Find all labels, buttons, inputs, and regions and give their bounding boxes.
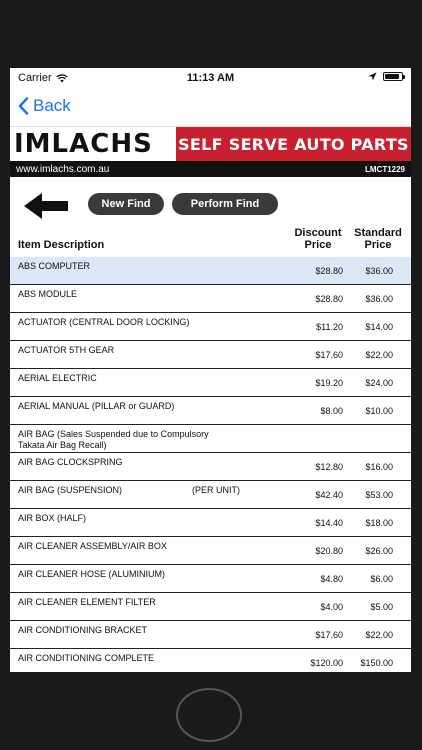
item-note: (PER UNIT) xyxy=(192,485,240,495)
perform-find-button[interactable]: Perform Find xyxy=(172,193,278,215)
standard-price: $5.00 xyxy=(370,602,393,612)
discount-price: $20.80 xyxy=(315,546,343,556)
item-name: AIR CLEANER ELEMENT FILTER xyxy=(18,597,156,607)
brand-banner xyxy=(10,126,411,179)
table-row[interactable] xyxy=(10,369,411,397)
app-screen xyxy=(10,68,411,672)
discount-price: $28.80 xyxy=(315,266,343,276)
header-standard-price: Standard Price xyxy=(354,227,402,251)
table-row[interactable] xyxy=(10,313,411,341)
standard-price: $53.00 xyxy=(365,490,393,500)
discount-price: $4.80 xyxy=(320,574,343,584)
standard-price: $26.00 xyxy=(365,546,393,556)
item-name: ABS MODULE xyxy=(18,289,78,299)
item-name: AERIAL MANUAL (PILLAR or GUARD) xyxy=(18,401,175,411)
item-name: AIR BOX (HALF) xyxy=(18,513,87,523)
standard-price: $6.00 xyxy=(370,574,393,584)
item-name: AERIAL ELECTRIC xyxy=(18,373,97,383)
header-item-description: Item Description xyxy=(18,239,105,251)
table-header xyxy=(10,219,411,257)
discount-price: $17.60 xyxy=(315,350,343,360)
discount-price: $19.20 xyxy=(315,378,343,388)
back-label: Back xyxy=(33,96,71,115)
table-row[interactable] xyxy=(10,593,411,621)
banner-url-row xyxy=(10,161,411,177)
item-name: AIR BAG CLOCKSPRING xyxy=(18,457,123,467)
battery-icon xyxy=(383,72,403,81)
parts-table xyxy=(10,257,411,672)
status-bar xyxy=(10,68,411,88)
brand-logo: IMLACHS xyxy=(10,127,176,161)
standard-price: $10.00 xyxy=(365,406,393,416)
discount-price: $28.80 xyxy=(315,294,343,304)
discount-price: $11.20 xyxy=(316,322,343,332)
brand-tagline: SELF SERVE AUTO PARTS xyxy=(176,127,411,161)
item-name: AIR CLEANER ASSEMBLY/AIR BOX xyxy=(18,541,167,551)
header-discount-price: Discount Price xyxy=(294,227,342,251)
discount-price: $8.00 xyxy=(320,406,343,416)
back-button[interactable] xyxy=(18,96,71,116)
standard-price: $150.00 xyxy=(360,658,393,668)
search-controls xyxy=(10,179,411,219)
status-right xyxy=(368,72,403,81)
table-row[interactable] xyxy=(10,453,411,481)
item-name: ACTUATOR 5TH GEAR xyxy=(18,345,115,355)
standard-price: $14.00 xyxy=(365,322,393,332)
website-url: www.imlachs.com.au xyxy=(16,163,110,175)
discount-price: $17.60 xyxy=(315,630,343,640)
carrier-label: Carrier xyxy=(18,72,52,84)
status-time: 11:13 AM xyxy=(186,72,235,84)
standard-price: $18.00 xyxy=(365,518,393,528)
banner-logo-row xyxy=(10,127,411,161)
location-arrow-icon xyxy=(368,72,377,81)
license-code: LMCT1229 xyxy=(364,164,405,174)
navigation-bar xyxy=(10,88,411,126)
item-name: AIR BAG (Sales Suspended due to Compulsory Takata Air Bag Recall) xyxy=(18,429,209,450)
table-row[interactable] xyxy=(10,397,411,425)
standard-price: $36.00 xyxy=(365,294,393,304)
standard-price: $24.00 xyxy=(365,378,393,388)
standard-price: $22.00 xyxy=(365,350,393,360)
new-find-button[interactable]: New Find xyxy=(88,193,164,215)
discount-price: $12.80 xyxy=(315,462,343,472)
table-row[interactable] xyxy=(10,425,411,453)
table-row[interactable] xyxy=(10,285,411,313)
arrow-left-icon[interactable] xyxy=(24,193,68,219)
table-row[interactable] xyxy=(10,481,411,509)
discount-price: $4.00 xyxy=(320,602,343,612)
table-row[interactable] xyxy=(10,565,411,593)
discount-price: $14.40 xyxy=(315,518,343,528)
discount-price: $42.40 xyxy=(315,490,343,500)
item-name: ACTUATOR (CENTRAL DOOR LOCKING) xyxy=(18,317,190,327)
discount-price: $120.00 xyxy=(310,658,343,668)
standard-price: $36.00 xyxy=(365,266,393,276)
standard-price: $16.00 xyxy=(365,462,393,472)
table-row[interactable] xyxy=(10,257,411,285)
item-name: ABS COMPUTER xyxy=(18,261,91,271)
chevron-left-icon xyxy=(18,97,29,115)
home-button[interactable] xyxy=(176,688,242,742)
table-row[interactable] xyxy=(10,537,411,565)
item-name: AIR CONDITIONING BRACKET xyxy=(18,625,148,635)
table-row[interactable] xyxy=(10,341,411,369)
table-row[interactable] xyxy=(10,649,411,672)
table-row[interactable] xyxy=(10,621,411,649)
item-name: AIR BAG (SUSPENSION) xyxy=(18,485,123,495)
table-row[interactable] xyxy=(10,509,411,537)
item-name: AIR CLEANER HOSE (ALUMINIUM) xyxy=(18,569,166,579)
standard-price: $22.00 xyxy=(365,630,393,640)
item-name: AIR CONDITIONING COMPLETE xyxy=(18,653,155,663)
